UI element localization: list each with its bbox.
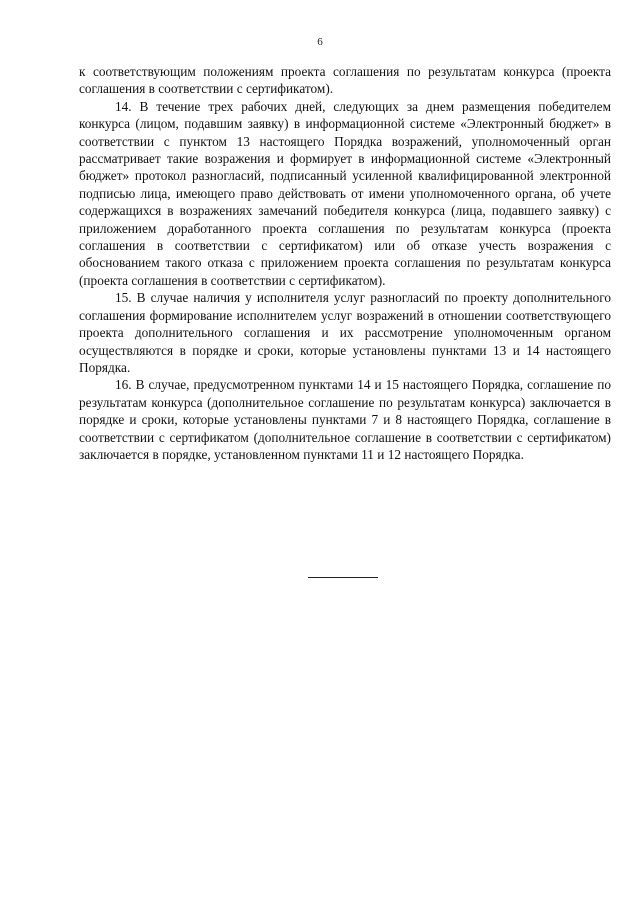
paragraph-continuation: к соответствующим положениям проекта соглашения по результатам конкурса (проекта соглашения в соответствии с сертификатом). <box>79 64 611 97</box>
paragraph-item-16: 16. В случае, предусмотренном пунктами 14 и 15 настоящего Порядка, соглашение по результатам конкурса (дополнительное соглашение по результатам конкурса) заключается в порядке и сроки, которые установлены пунктами 7 и 8 настоящего Порядка, соглашение в соответствии с сертификатом (дополнительное соглашение в соответствии с сертификатом) заключается в порядке, установленном пунктами 11 и 12 настоящего Порядка. <box>79 377 611 462</box>
document-body <box>79 63 611 463</box>
end-of-document-rule <box>308 577 378 578</box>
page-number: 6 <box>317 36 323 48</box>
paragraph-item-15: 15. В случае наличия у исполнителя услуг разногласий по проекту дополнительного соглашения формирование исполнителем услуг возражений в отношении соответствующего проекта дополнительного соглашения и их рассмотрение уполномоченным органом осуществляются в порядке и сроки, которые установлены пунктами 13 и 14 настоящего Порядка. <box>79 290 611 375</box>
paragraph-item-14: 14. В течение трех рабочих дней, следующих за днем размещения победителем конкурса (лицом, подавшим заявку) в информационной системе «Электронный бюджет» в соответствии с пунктом 13 настоящего Порядка возражений, уполномоченный орган рассматривает такие возражения и формирует в информационной системе «Электронный бюджет» протокол разногласий, подписанный усиленной квалифицированной электронной подписью лица, имеющего право действовать от имени уполномоченного органа, об учете содержащихся в возражениях замечаний победителя конкурса (лица, подавшего заявку) с приложением доработанного проекта соглашения по результатам конкурса (проекта соглашения в соответствии с сертификатом) или об отказе учесть возражения с обоснованием такого отказа с приложением проекта соглашения по результатам конкурса (проекта соглашения в соответствии с сертификатом). <box>79 98 611 288</box>
